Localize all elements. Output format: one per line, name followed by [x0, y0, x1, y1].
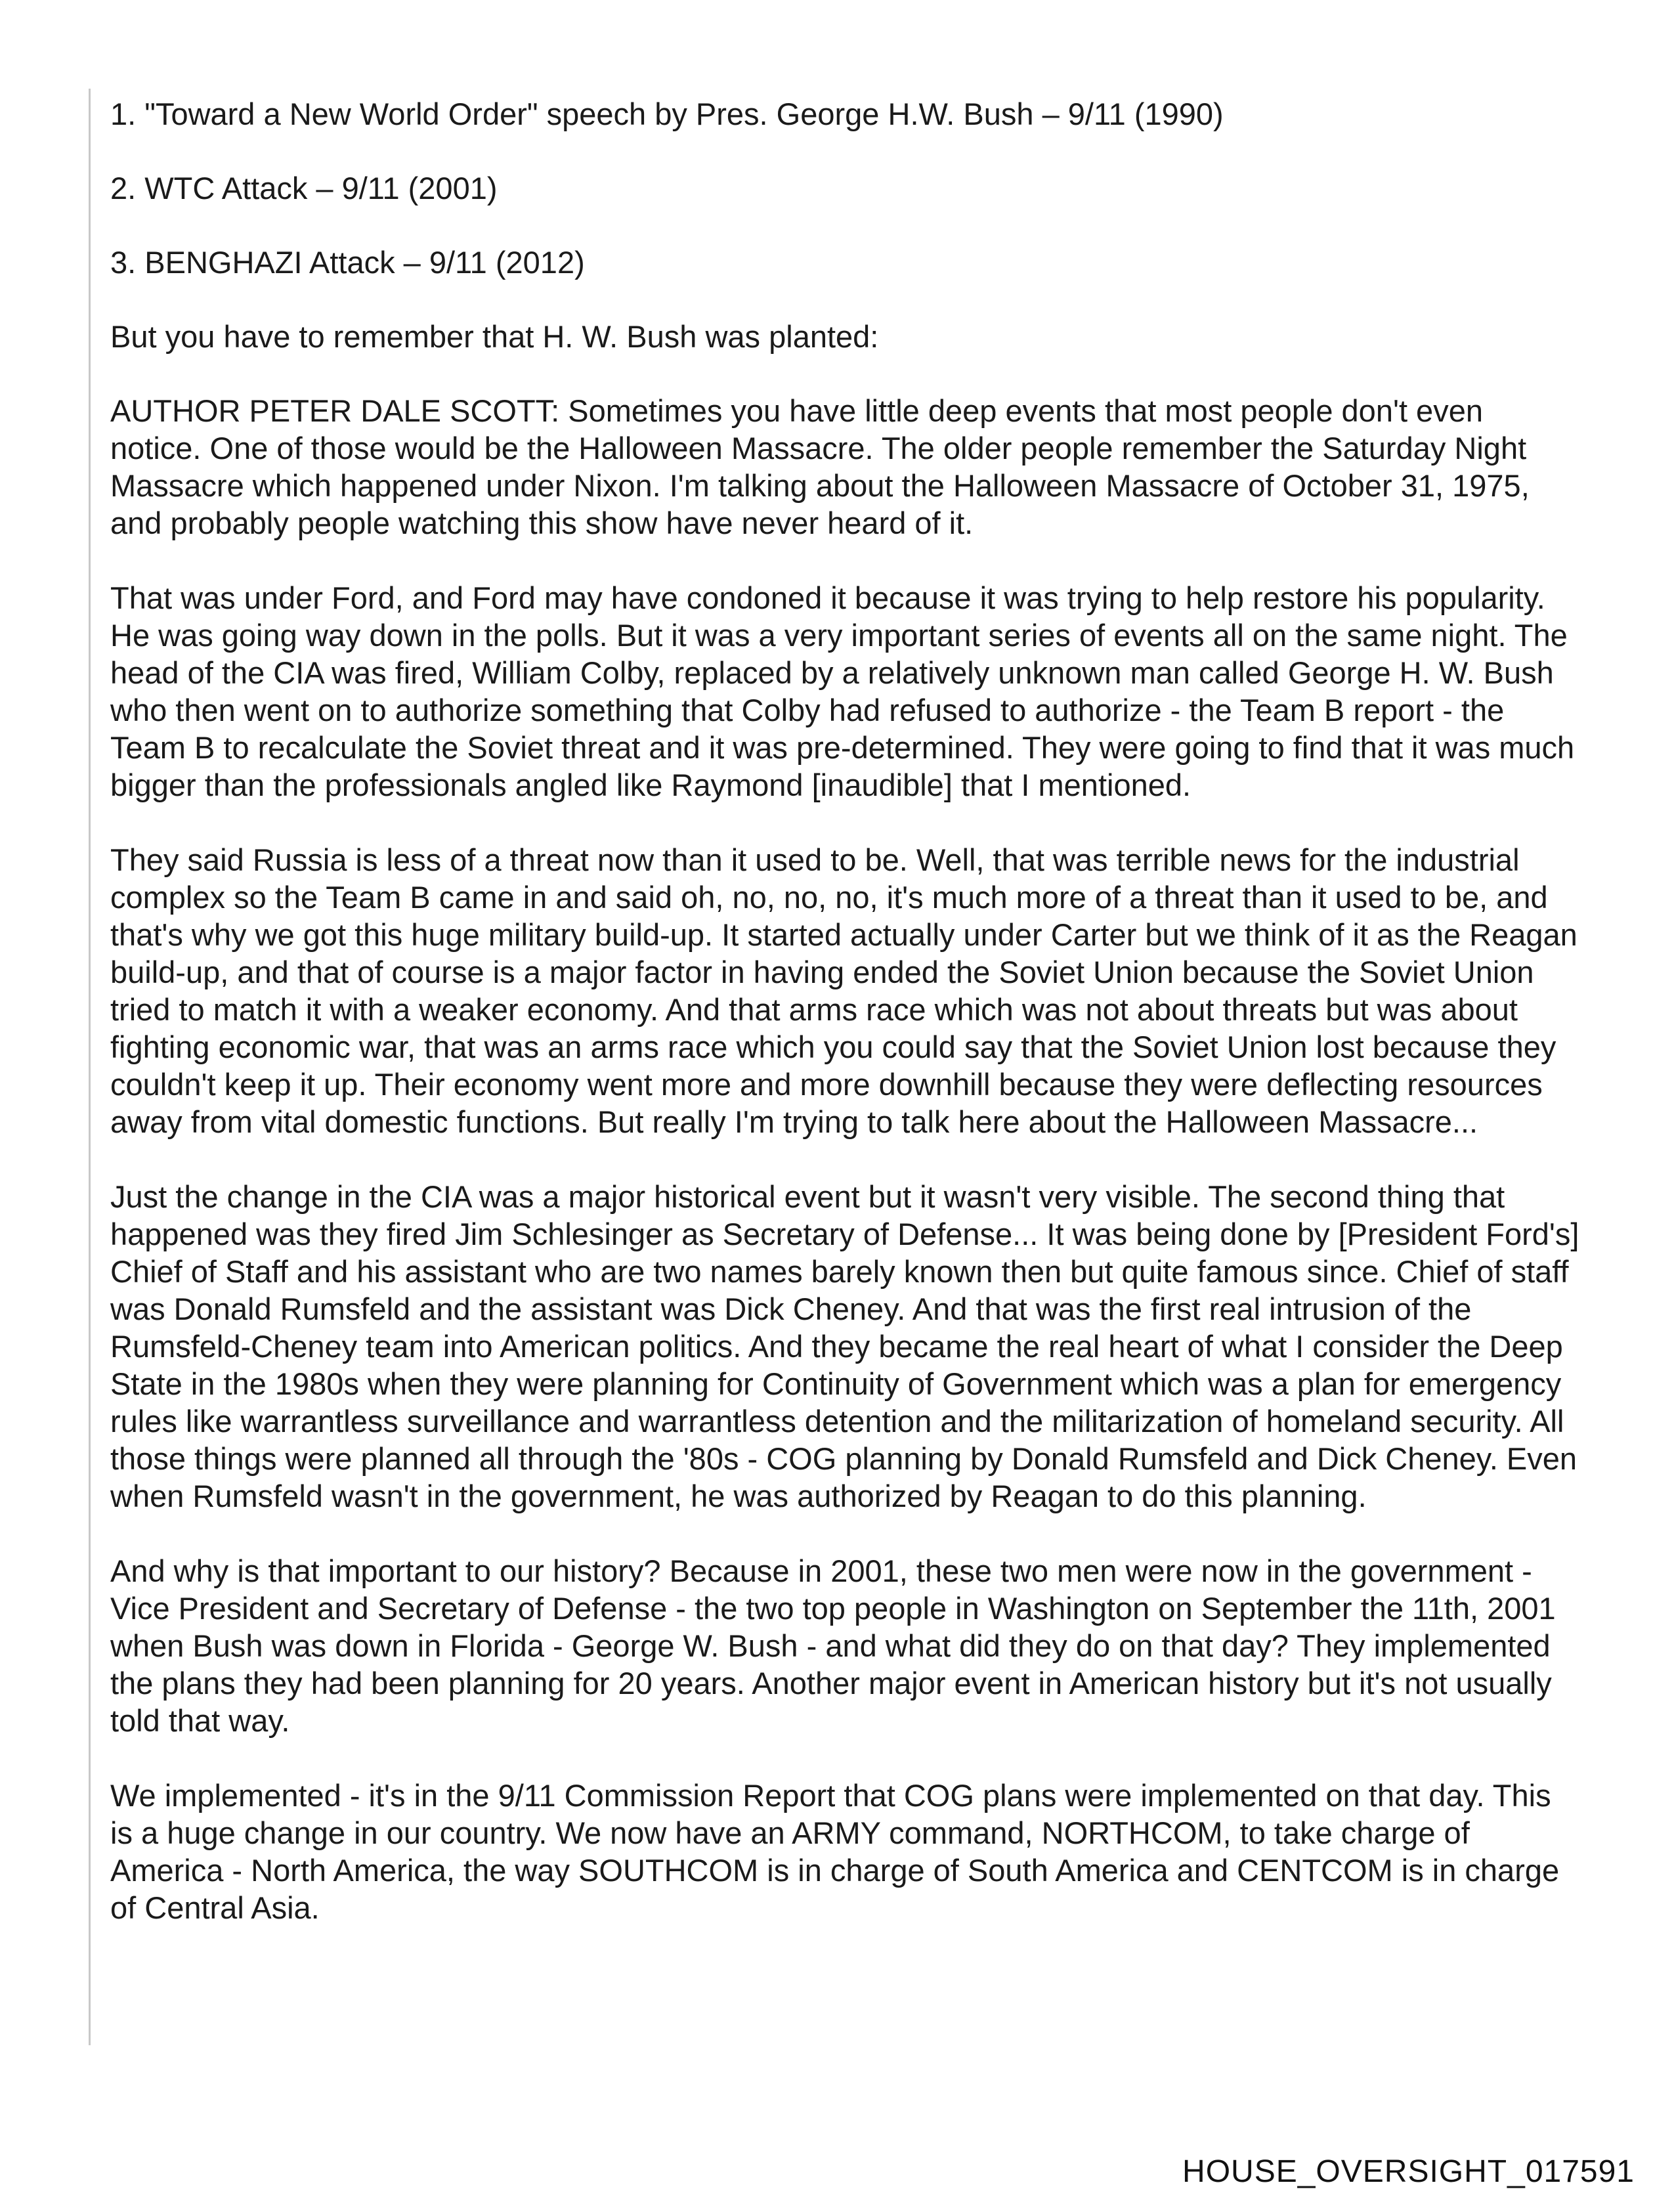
paragraph-5: And why is that important to our history? Because in 2001, these two men were now in the government - Vice President and Secretary of Defense - the two top people in Washington on September the 11th, 2001 when Bush was down in Florida - George W. Bush - and what did they do on that day? They implemented the plans they had been planning for 20 years. Another major event in American history but it's not usually told that way. — [110, 1553, 1556, 1738]
document-body — [110, 95, 1581, 1964]
paragraph-4: Just the change in the CIA was a major historical event but it wasn't very visible. The second thing that happened was they fired Jim Schlesinger as Secretary of Defense... It was being done by [President Ford's] Chief of Staff and his assistant who are two names barely known then but quite famous since. Chief of staff was Donald Rumsfeld and the assistant was Dick Cheney. And that was the first real intrusion of the Rumsfeld-Cheney team into American politics. And they became the real heart of what I consider the Deep State in the 1980s when they were planning for Continuity of Government which was a plan for emergency rules like warrantless surveillance and warrantless detention and the militarization of homeland security. All those things were planned all through the '80s - COG planning by Donald Rumsfeld and Dick Cheney. Even when Rumsfeld wasn't in the government, he was authorized by Reagan to do this planning. — [110, 1179, 1579, 1513]
paragraph-6: We implemented - it's in the 9/11 Commission Report that COG plans were implemented on that day. This is a huge change in our country. We now have an ARMY command, NORTHCOM, to take charge of America - North America, the way SOUTHCOM is in charge of South America and CENTCOM is in charge of Central Asia. — [110, 1778, 1560, 1925]
intro-line: But you have to remember that H. W. Bush was planted: — [110, 319, 879, 354]
paragraph-1: AUTHOR PETER DALE SCOTT: Sometimes you have little deep events that most people don't even notice. One of those would be the Halloween Massacre. The older people remember the Saturday Night Massacre which happened under Nixon. I'm talking about the Halloween Massacre of October 31, 1975, and probably people watching this show have never heard of it. — [110, 393, 1530, 540]
list-item-2: 2. WTC Attack – 9/11 (2001) — [110, 171, 498, 206]
paragraph-2: That was under Ford, and Ford may have condoned it because it was trying to help restore his popularity. He was going way down in the polls. But it was a very important series of events all on the same night. The head of the CIA was fired, William Colby, replaced by a relatively unknown man called George H. W. Bush who then went on to authorize something that Colby had refused to authorize - the Team B report - the Team B to recalculate the Soviet threat and it was pre-determined. They were going to find that it was much bigger than the professionals angled like Raymond [inaudible] that I mentioned. — [110, 580, 1575, 802]
list-item-1: 1. "Toward a New World Order" speech by Pres. George H.W. Bush – 9/11 (1990) — [110, 97, 1224, 131]
list-item-3: 3. BENGHAZI Attack – 9/11 (2012) — [110, 245, 585, 280]
left-margin-rule — [89, 89, 91, 2045]
paragraph-3: They said Russia is less of a threat now than it used to be. Well, that was terrible news for the industrial complex so the Team B came in and said oh, no, no, no, it's much more of a threat than it used to be, and that's why we got this huge military build-up. It started actually under Carter but we think of it as the Reagan build-up, and that of course is a major factor in having ended the Soviet Union because the Soviet Union tried to match it with a weaker economy. And that arms race which was not about threats but was about fighting economic war, that was an arms race which you could say that the Soviet Union lost because they couldn't keep it up. Their economy went more and more downhill because they were deflecting resources away from vital domestic functions. But really I'm trying to talk here about the Halloween Massacre... — [110, 842, 1577, 1139]
document-id-footer: HOUSE_OVERSIGHT_017591 — [1182, 2154, 1635, 2189]
